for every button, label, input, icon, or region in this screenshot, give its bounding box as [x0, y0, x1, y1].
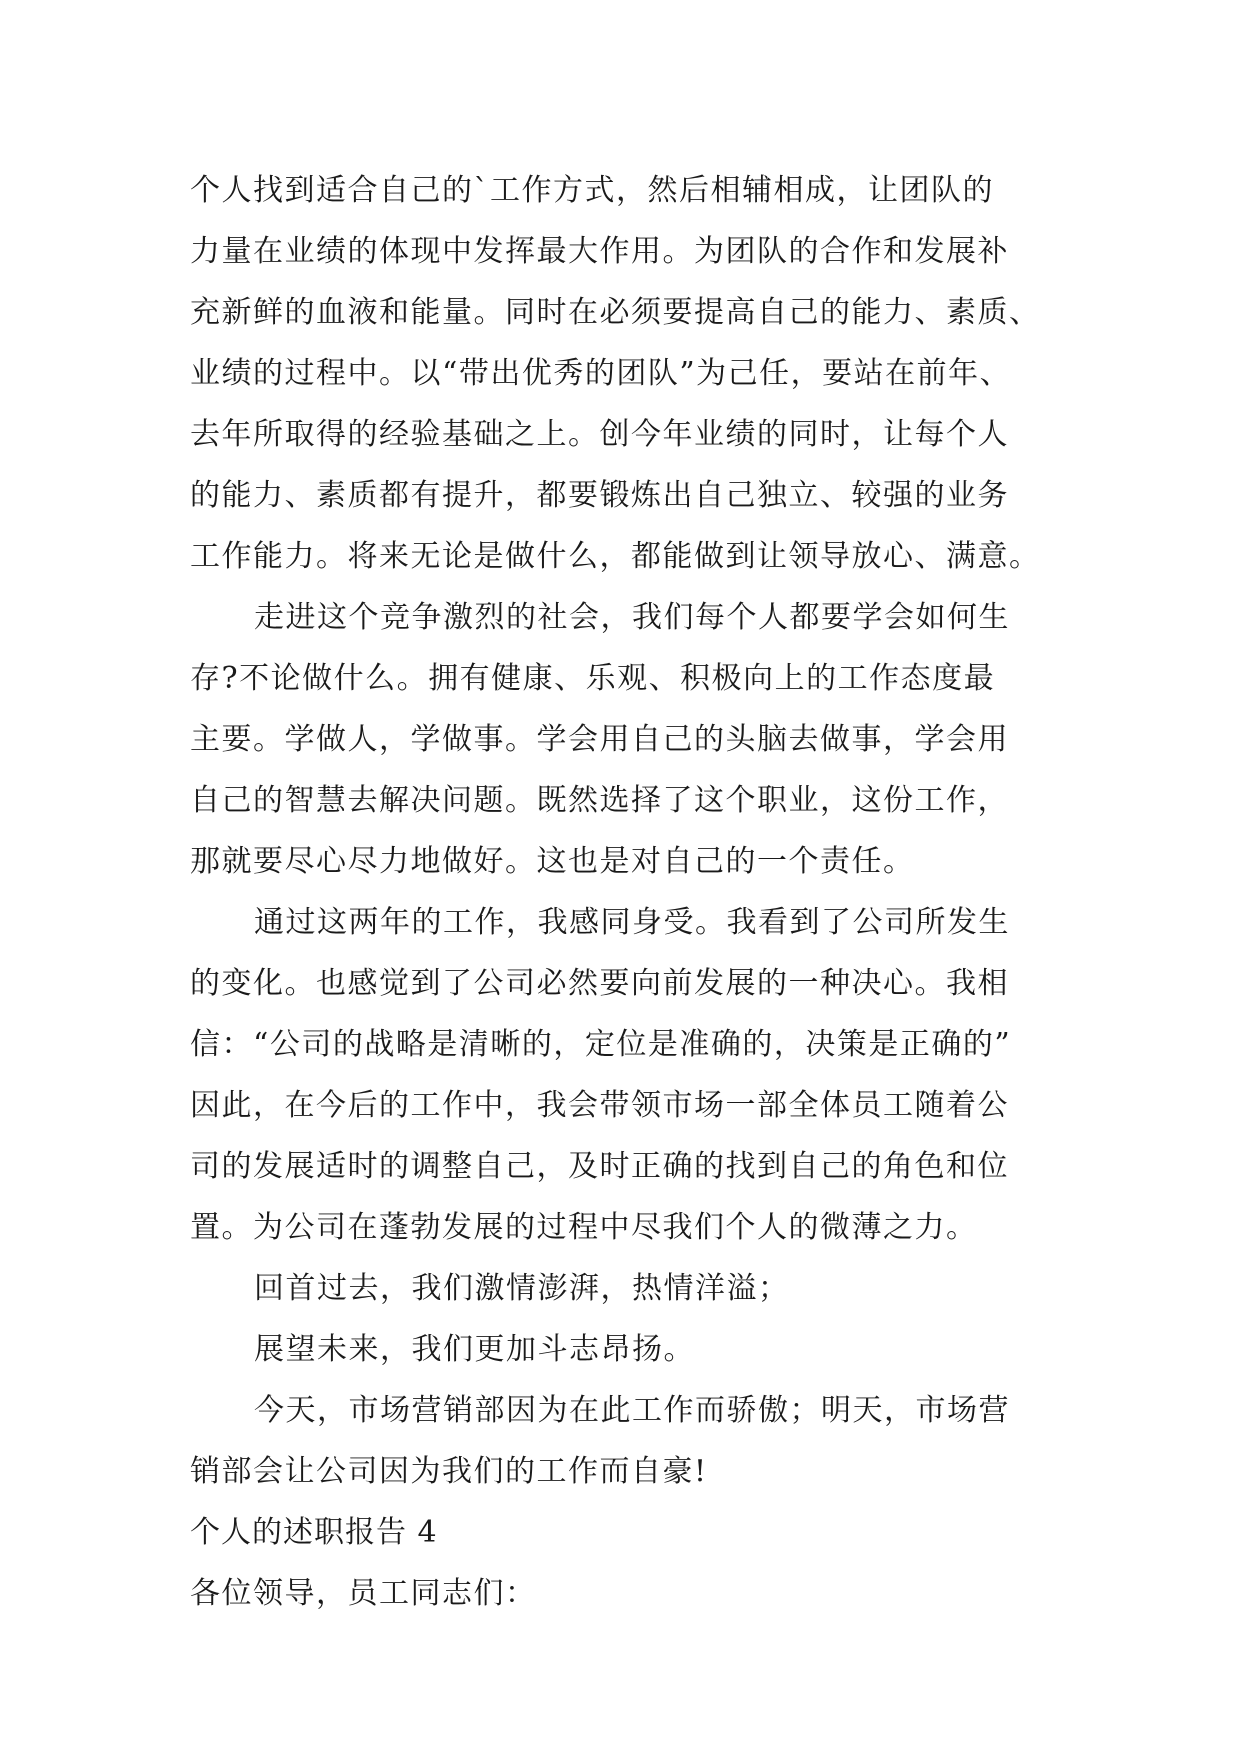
paragraph-first-line: 通过这两年的工作，我感同身受。我看到了公司所发生 — [254, 905, 1010, 940]
body-text-line: 的变化。也感觉到了公司必然要向前发展的一种决心。我相 — [190, 966, 1009, 1001]
body-text-line: 去年所取得的经验基础之上。创今年业绩的同时，让每个人 — [190, 417, 1009, 452]
body-text-line: 主要。学做人，学做事。学会用自己的头脑去做事，学会用 — [190, 722, 1009, 757]
document-body — [190, 160, 1050, 1624]
body-text-line: 司的发展适时的调整自己，及时正确的找到自己的角色和位 — [190, 1149, 1009, 1184]
body-text-line: 自己的智慧去解决问题。既然选择了这个职业，这份工作， — [190, 783, 1009, 818]
body-text-line: 充新鲜的血液和能量。同时在必须要提高自己的能力、素质、 — [190, 295, 1041, 330]
body-text-line: 存?不论做什么。拥有健康、乐观、积极向上的工作态度最 — [190, 661, 996, 696]
paragraph-first-line: 今天，市场营销部因为在此工作而骄傲；明天，市场营 — [254, 1393, 1010, 1428]
body-text-line: 那就要尽心尽力地做好。这也是对自己的一个责任。 — [190, 844, 915, 879]
body-text-line: 信：“公司的战略是清晰的，定位是准确的，决策是正确的” — [190, 1027, 1012, 1062]
body-text-line: 置。为公司在蓬勃发展的过程中尽我们个人的微薄之力。 — [190, 1210, 978, 1245]
body-text-line: 销部会让公司因为我们的工作而自豪! — [190, 1454, 708, 1489]
body-text-line: 工作能力。将来无论是做什么，都能做到让领导放心、满意。 — [190, 539, 1041, 574]
body-text-line: 的能力、素质都有提升，都要锻炼出自己独立、较强的业务 — [190, 478, 1009, 513]
paragraph-first-line: 回首过去，我们激情澎湃，热情洋溢； — [254, 1271, 790, 1306]
paragraph-first-line: 展望未来，我们更加斗志昂扬。 — [254, 1332, 695, 1367]
body-text-line: 力量在业绩的体现中发挥最大作用。为团队的合作和发展补 — [190, 234, 1009, 269]
body-text-line: 因此，在今后的工作中，我会带领市场一部全体员工随着公 — [190, 1088, 1009, 1123]
body-text-line: 业绩的过程中。以“带出优秀的团队”为己任，要站在前年、 — [190, 356, 1012, 391]
body-text-line: 个人找到适合自己的`工作方式，然后相辅相成，让团队的 — [190, 173, 994, 208]
section-title: 个人的述职报告 4 — [190, 1515, 438, 1550]
salutation-line: 各位领导，员工同志们： — [190, 1576, 537, 1611]
paragraph-first-line: 走进这个竞争激烈的社会，我们每个人都要学会如何生 — [254, 600, 1010, 635]
